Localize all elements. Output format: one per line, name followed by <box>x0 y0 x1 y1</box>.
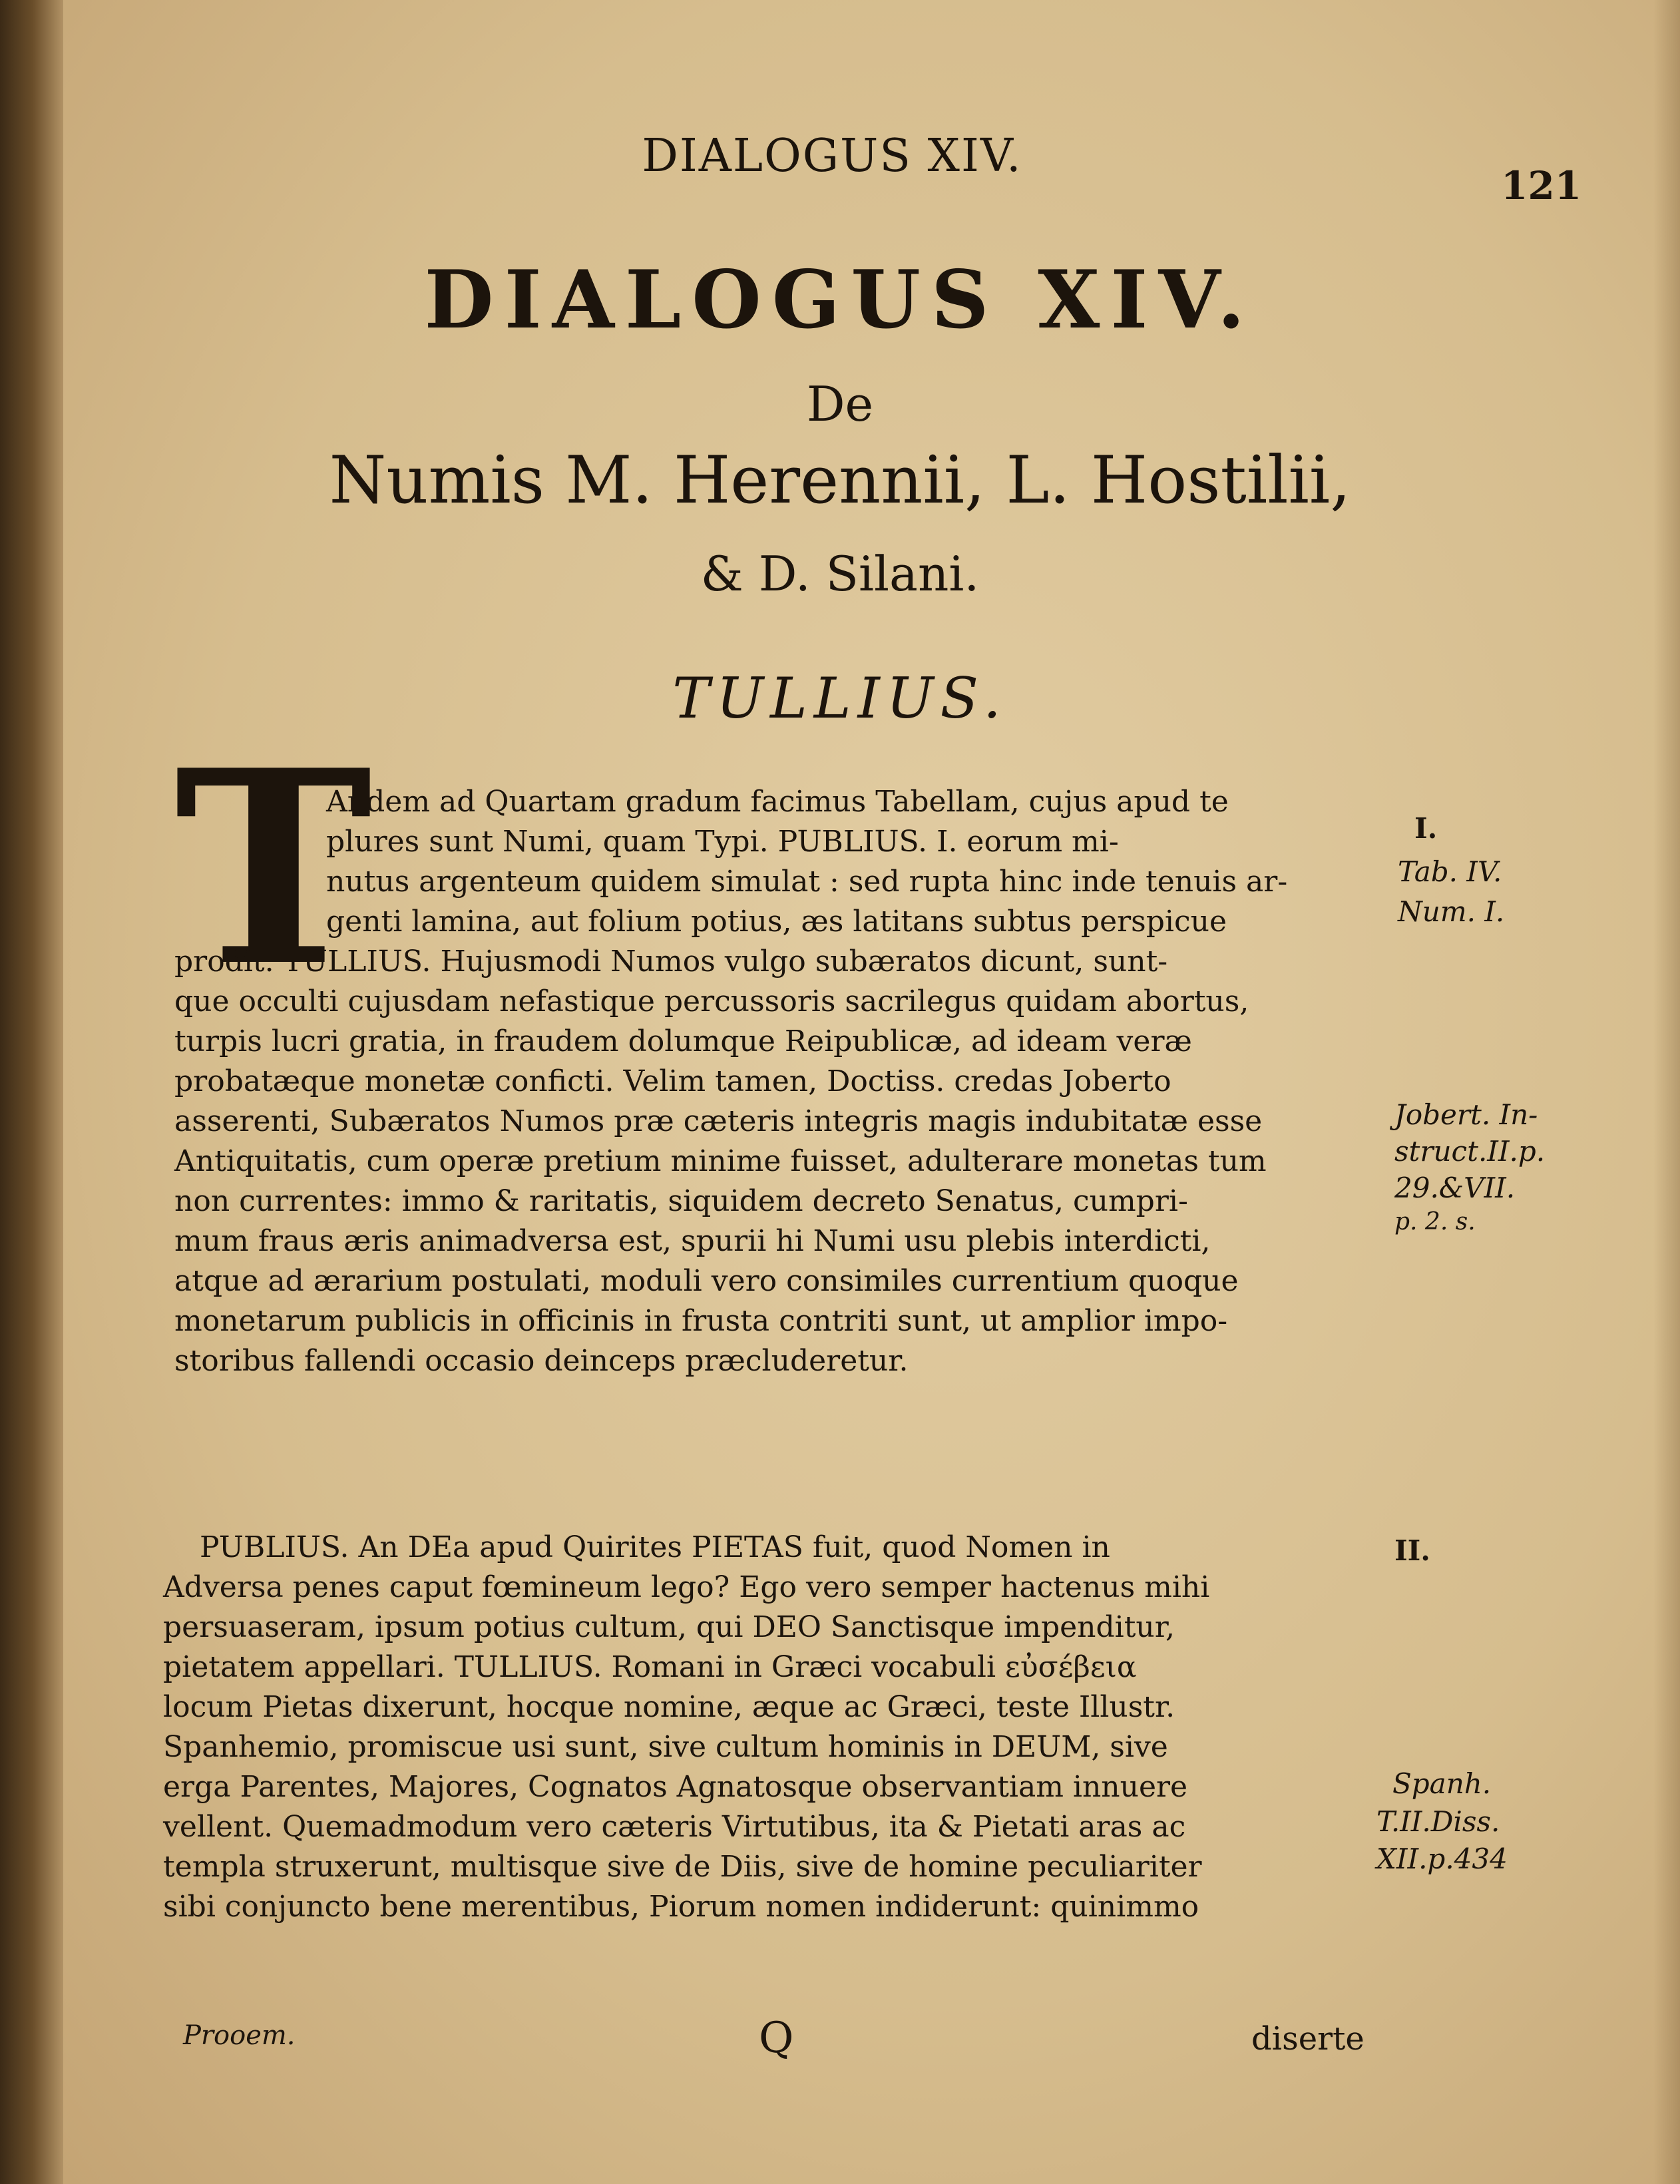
para2-line: Spanhemio, promiscue usi sunt, sive cultum hominis in DEUM, sive <box>163 1730 1168 1764</box>
para2-line: vellent. Quemadmodum vero cæteris Virtutibus, ita & Pietati aras ac <box>163 1810 1186 1844</box>
running-head: DIALOGUS XIV. <box>642 130 1022 182</box>
margin-note: I. <box>1414 812 1438 845</box>
margin-note: Tab. IV. <box>1398 855 1502 888</box>
para2-line: erga Parentes, Majores, Cognatos Agnatosque observantiam innuere <box>163 1770 1188 1804</box>
para1-line: storibus fallendi occasio deinceps præcluderetur. <box>174 1344 909 1378</box>
chapter-title: DIALOGUS XIV. <box>424 253 1256 347</box>
signature-mark: Q <box>759 2014 794 2063</box>
para2-line: pietatem appellari. TULLIUS. Romani in Græci vocabuli εὐσέβεια <box>163 1650 1137 1684</box>
para1-line: non currentes: immo & raritatis, siquidem decreto Senatus, cumpri- <box>174 1184 1188 1218</box>
footer-left-note: Prooem. <box>183 2020 296 2051</box>
para1-line: mum fraus æris animadversa est, spurii hi Numi usu plebis interdicti, <box>174 1224 1211 1258</box>
para1-line: asserenti, Subæratos Numos præ cæteris integris magis indubitatæ esse <box>174 1104 1263 1138</box>
para1-line: turpis lucri gratia, in fraudem dolumque Reipublicæ, ad ideam veræ <box>174 1024 1192 1058</box>
margin-note: Spanh. <box>1392 1767 1492 1800</box>
para1-line: que occulti cujusdam nefastique percussoris sacrilegus quidam abortus, <box>174 984 1249 1018</box>
margin-note: T.II.Diss. <box>1376 1805 1500 1838</box>
para2-line: templa struxerunt, multisque sive de Diis, sive de homine peculiariter <box>163 1850 1202 1884</box>
para1-line: Antiquitatis, cum operæ pretium minime fuisset, adulterare monetas tum <box>174 1144 1267 1178</box>
para1-line: monetarum publicis in officinis in frusta contriti sunt, ut amplior impo- <box>174 1304 1228 1338</box>
speaker-heading: TULLIUS. <box>672 666 1008 731</box>
para2-line: Adversa penes caput fœmineum lego? Ego vero semper hactenus mihi <box>163 1570 1210 1604</box>
para1-line: genti lamina, aut folium potius, æs latitans subtus perspicue <box>326 905 1227 939</box>
para2-line: PUBLIUS. An DEa apud Quirites PIETAS fuit, quod Nomen in <box>200 1530 1110 1564</box>
para1-line: plures sunt Numi, quam Typi. PUBLIUS. I. eorum mi- <box>326 825 1119 859</box>
margin-note: 29.&VII. <box>1394 1172 1516 1204</box>
margin-note: Num. I. <box>1398 895 1505 928</box>
para2-line: sibi conjuncto bene merentibus, Piorum nomen indiderunt: quinimmo <box>163 1890 1199 1924</box>
chapter-subtitle-line1: Numis M. Herennii, L. Hostilii, <box>329 443 1351 519</box>
para1-line: nutus argenteum quidem simulat : sed rupta hinc inde tenuis ar- <box>326 865 1288 899</box>
para1-line: probatæque monetæ conficti. Velim tamen, Doctiss. credas Joberto <box>174 1064 1171 1098</box>
chapter-subtitle-de: De <box>806 376 874 432</box>
para1-line: Andem ad Quartam gradum facimus Tabellam, cujus apud te <box>326 785 1229 819</box>
para1-line: atque ad ærarium postulati, moduli vero consimiles currentium quoque <box>174 1264 1239 1298</box>
margin-note: p. 2. s. <box>1394 1208 1476 1235</box>
margin-note: XII.p.434 <box>1376 1843 1508 1875</box>
para1-line: prodit. TULLIUS. Hujusmodi Numos vulgo subæratos dicunt, sunt- <box>174 945 1168 979</box>
para2-line: persuaseram, ipsum potius cultum, qui DEO Sanctisque impenditur, <box>163 1610 1175 1644</box>
margin-note: struct.II.p. <box>1394 1135 1546 1168</box>
catchword: diserte <box>1251 2020 1365 2058</box>
chapter-subtitle-line2: & D. Silani. <box>700 546 980 602</box>
margin-note: II. <box>1394 1534 1430 1567</box>
margin-note: Jobert. In- <box>1394 1098 1538 1131</box>
page-number: 121 <box>1501 163 1582 208</box>
para2-line: locum Pietas dixerunt, hocque nomine, æque ac Græci, teste Illustr. <box>163 1690 1175 1724</box>
drop-cap: T <box>174 712 373 1025</box>
